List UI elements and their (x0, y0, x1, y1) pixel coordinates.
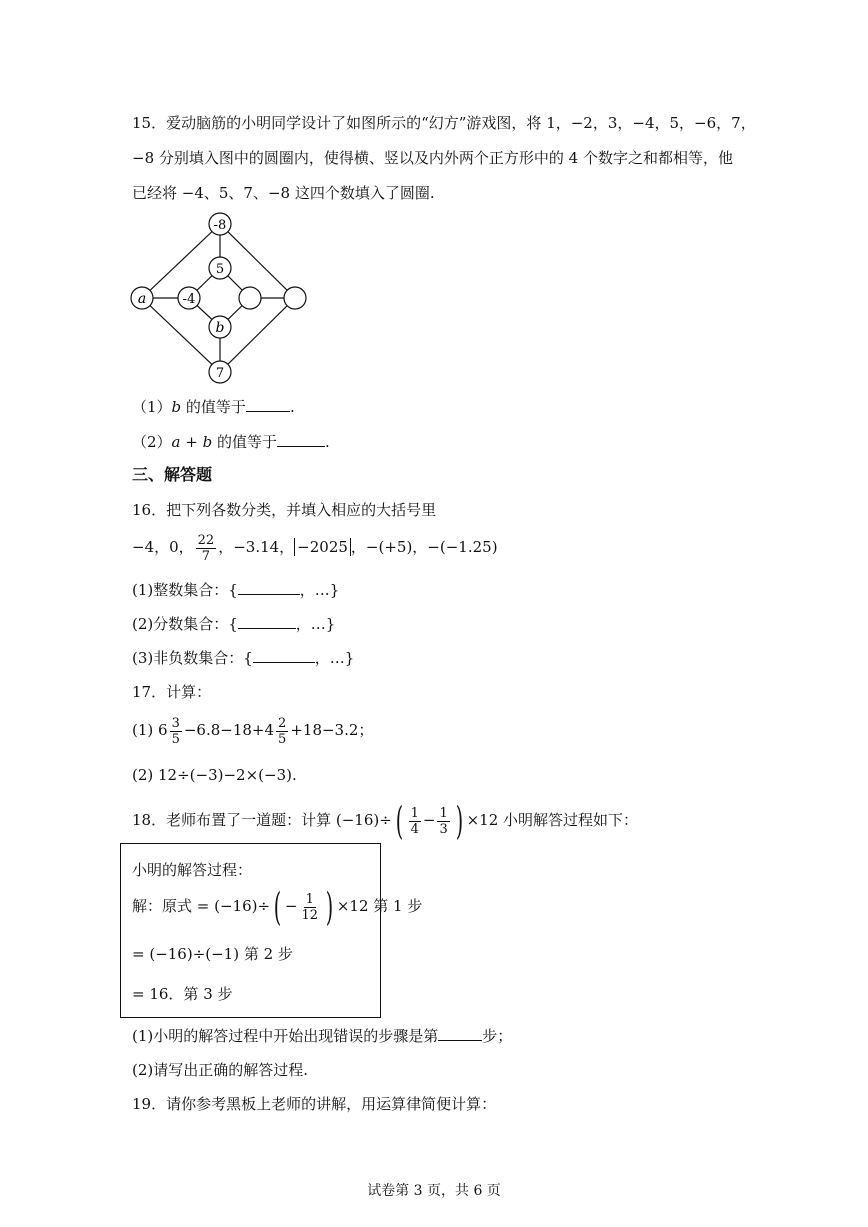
q19-title: 19．请你参考黑板上老师的讲解，用运算律简便计算： (132, 1095, 497, 1113)
circle-bottom (209, 361, 231, 383)
box-step2: = (−16)÷(−1) 第 2 步 (132, 945, 293, 963)
circle-inner-right (239, 287, 261, 309)
fraction: $\frac{1}{4}$ (410, 805, 419, 837)
fraction: $\frac{1}{12}$ (301, 891, 318, 923)
q15-line2: −8 分别填入图中的圆圈内，使得横、竖以及内外两个正方形中的 4 个数字之和都相等，他 (132, 149, 733, 167)
fraction: $\frac{1}{3}$ (439, 805, 448, 837)
q15-sub1: （1）b 的值等于 . (132, 398, 295, 416)
answer-blank[interactable] (253, 648, 315, 663)
q15-line3: 已经将 −4、5、7、−8 这四个数填入了圆圈. (132, 184, 435, 202)
svg-text:-4: -4 (182, 292, 196, 307)
answer-blank[interactable] (238, 614, 296, 629)
page-footer: 试卷第 3 页，共 6 页 (367, 1183, 501, 1199)
answer-blank[interactable] (438, 1026, 482, 1041)
svg-text:5: 5 (215, 262, 225, 277)
q17-part1: (1) 6 $\frac{3}{5}$ −6.8−18+4 $\frac{2}{5}$ +18−3.2； (132, 715, 374, 747)
q16-set-fractions: (2)分数集合：{ ，…} (132, 615, 336, 633)
circle-right (284, 287, 306, 309)
circle-inner-bottom (209, 316, 231, 338)
q18-sub2: (2)请写出正确的解答过程. (132, 1061, 309, 1079)
q15-sub2: （2）a + b 的值等于 . (132, 433, 330, 451)
fraction: $\frac{22}{7}$ (197, 532, 215, 564)
box-step1: 解：原式 = (−16)÷( − $\frac{1}{12}$ ) ×12 第 1 步 (132, 885, 423, 929)
section-heading: 三、解答题 (132, 465, 213, 484)
q15-line1: 15．爱动脑筋的小明同学设计了如图所示的“幻方”游戏图，将 1，−2，3，−4，5，−6，7， (132, 114, 756, 132)
q17-title: 17．计算： (132, 683, 212, 701)
circle-top (209, 213, 231, 235)
svg-text:a: a (137, 291, 147, 307)
box-title: 小明的解答过程： (132, 861, 253, 879)
fraction: $\frac{3}{5}$ (171, 715, 180, 747)
svg-text:-8: -8 (213, 218, 227, 233)
answer-blank[interactable] (277, 432, 325, 447)
circle-inner-left (178, 287, 200, 309)
circle-inner-top (209, 257, 231, 279)
q17-part2: (2) 12÷(−3)−2×(−3). (132, 766, 297, 784)
q18-title: 18．老师布置了一道题：计算 (−16)÷( $\frac{1}{4}$ − $\frac{1}{3}$ ) ×12 小明解答过程如下： (132, 799, 639, 843)
answer-blank[interactable] (238, 580, 300, 595)
answer-blank[interactable] (246, 397, 290, 412)
q16-title: 16．把下列各数分类，并填入相应的大括号里 (132, 501, 437, 519)
box-step3: = 16．第 3 步 (132, 985, 233, 1003)
absolute-value: −2025 (294, 538, 351, 556)
magic-square-diagram (125, 208, 315, 388)
q16-numbers: −4，0， $\frac{22}{7}$ ，−3.14， −2025 ，−(+5)，−(−1.25) (132, 532, 498, 564)
svg-text:b: b (215, 320, 225, 336)
q16-set-nonnegative: (3)非负数集合：{ ，…} (132, 649, 355, 667)
svg-text:7: 7 (215, 366, 225, 381)
circle-left (131, 287, 153, 309)
q18-sub1: (1)小明的解答过程中开始出现错误的步骤是第 步； (132, 1027, 513, 1045)
q16-set-integers: (1)整数集合：{ ，…} (132, 581, 340, 599)
fraction: $\frac{2}{5}$ (278, 715, 287, 747)
